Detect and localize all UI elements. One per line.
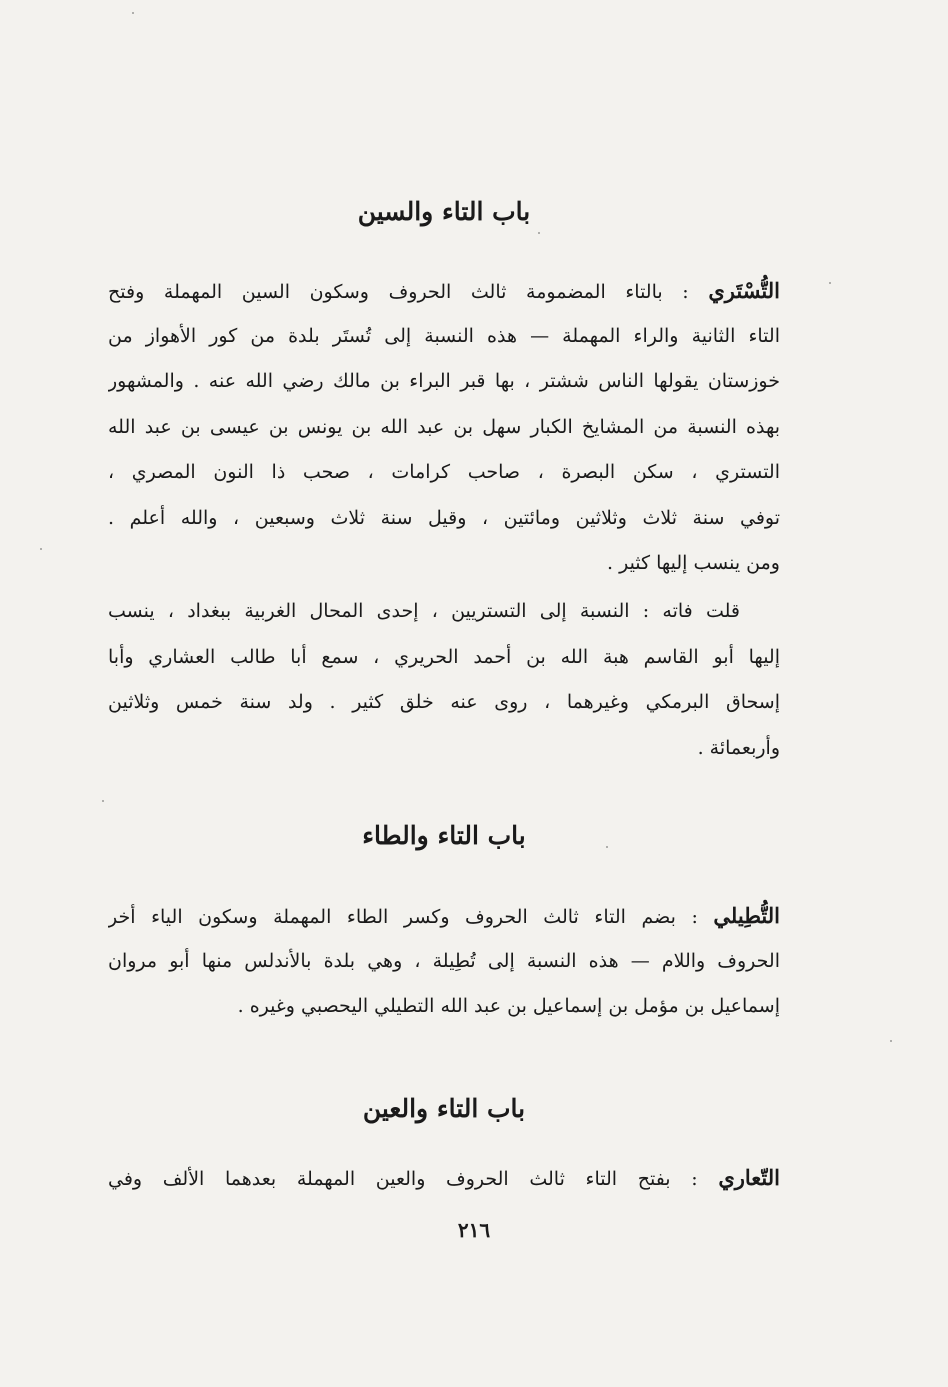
- text-line: خوزستان يقولها الناس ششتر ، بها قبر البراء بن مالك رضي الله عنه . والمشهور: [108, 370, 780, 392]
- text-line: التُّطِيلي : بضم التاء ثالث الحروف وكسر الطاء المهملة وسكون الياء أخر: [108, 903, 780, 928]
- paper-speck: [606, 846, 608, 848]
- paper-speck: [890, 1040, 892, 1042]
- text-line: وأربعمائة .: [697, 736, 780, 759]
- paper-speck: [40, 548, 42, 550]
- section-heading-ta-ayn: باب التاء والعين: [362, 1094, 526, 1123]
- page-number: ٢١٦: [457, 1218, 491, 1242]
- paper-speck: [132, 12, 134, 14]
- paper-speck: [538, 232, 540, 234]
- section-heading-ta-ta: باب التاء والطاء: [362, 821, 526, 850]
- paper-speck: [102, 800, 104, 802]
- text-line: التاء الثانية والراء المهملة — هذه النسبة إلى تُستَر بلدة من كور الأهواز من: [108, 324, 780, 347]
- entry-term: التُّطِيلي: [713, 903, 780, 928]
- entry-addendum-tustariyin: [108, 589, 780, 771]
- entry-term: التُّسْتَري: [708, 278, 780, 303]
- text-line: التستري ، سكن البصرة ، صاحب كرامات ، صحب ذا النون المصري ،: [108, 461, 780, 483]
- entry-taari: [108, 1155, 780, 1201]
- text-line: إسماعيل بن مؤمل بن إسماعيل بن عبد الله التطيلي اليحصبي وغيره .: [237, 995, 780, 1017]
- entry-tustari: [108, 268, 780, 587]
- text-line: توفي سنة ثلاث وثلاثين ومائتين ، وقيل سنة ثلاث وسبعين ، والله أعلم .: [108, 506, 780, 529]
- entry-term: التّعاري: [718, 1165, 780, 1190]
- entry-tutayli: [108, 893, 780, 1030]
- text-line: التّعاري : بفتح التاء ثالث الحروف والعين المهملة بعدهما الألف وفي: [108, 1165, 780, 1190]
- section-heading-ta-sin: باب التاء والسين: [357, 197, 531, 226]
- text-line: إليها أبو القاسم هبة الله بن أحمد الحريري ، سمع أبا طالب العشاري وأبا: [108, 645, 780, 668]
- text-line: قلت فاته : النسبة إلى التستريين ، إحدى المحال الغربية ببغداد ، ينسب: [108, 600, 740, 622]
- text-line: ومن ينسب إليها كثير .: [607, 552, 780, 574]
- text-line: إسحاق البرمكي وغيرهما ، روى عنه خلق كثير . ولد سنة خمس وثلاثين: [108, 691, 780, 713]
- text-line: بهذه النسبة من المشايخ الكبار سهل بن عبد الله بن يونس بن عيسى بن عبد الله: [108, 415, 780, 438]
- text-line: الحروف واللام — هذه النسبة إلى تُطِيلة ، وهي بلدة بالأندلس منها أبو مروان: [108, 949, 780, 972]
- text-line: التُّسْتَري : بالتاء المضمومة ثالث الحروف وسكون السين المهملة وفتح: [108, 278, 780, 303]
- paper-speck: [829, 282, 831, 284]
